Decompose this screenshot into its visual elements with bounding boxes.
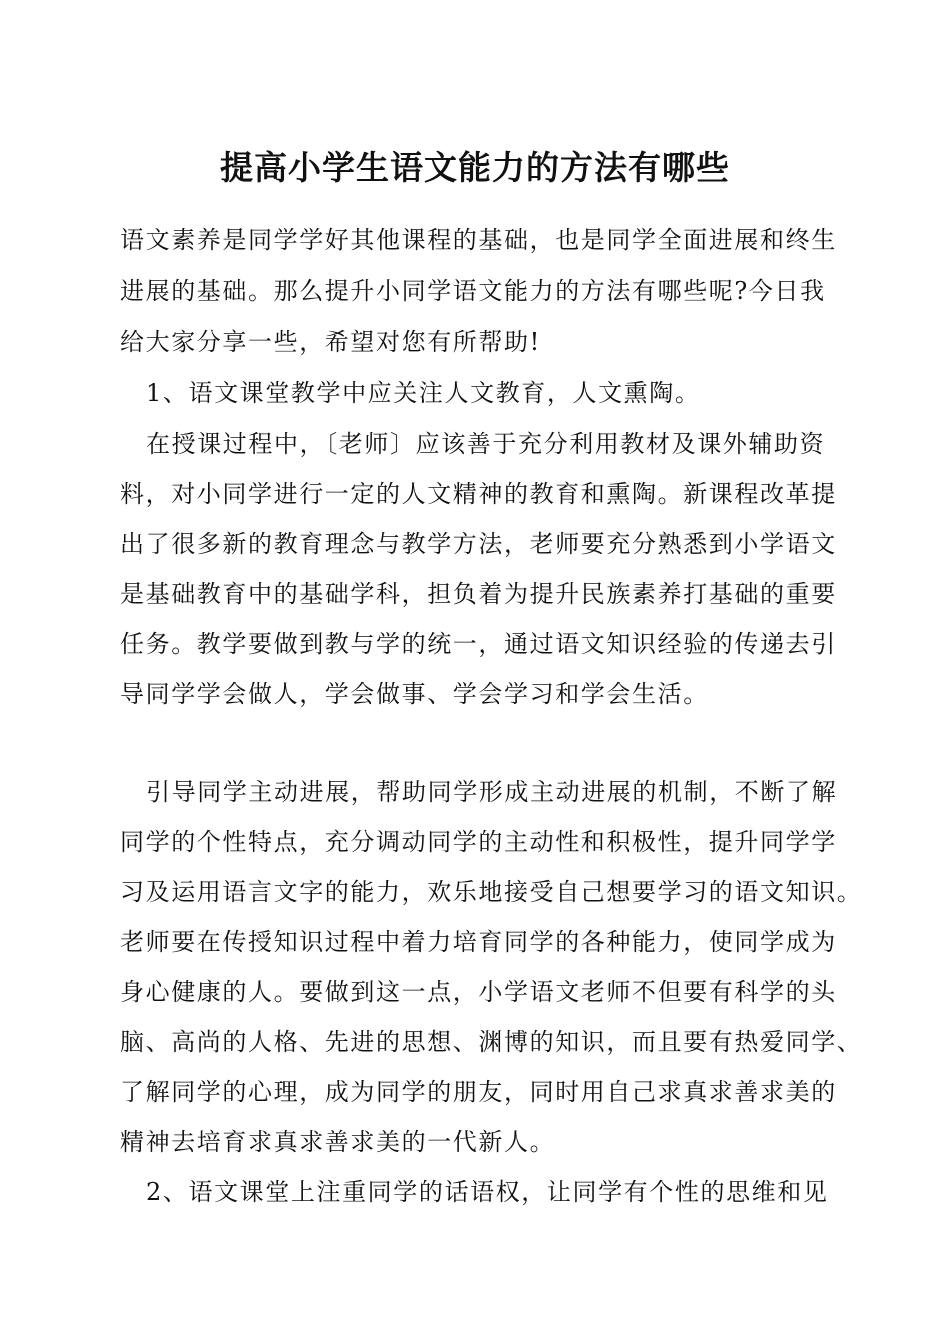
section-heading-2: 2、语文课堂上注重同学的话语权，让同学有个性的思维和见 bbox=[146, 1178, 829, 1206]
paragraph-line: 料，对小同学进行一定的人文精神的教育和熏陶。新课程改革提 bbox=[120, 480, 837, 508]
paragraph-line: 在授课过程中，〔老师〕应该善于充分利用教材及课外辅助资 bbox=[146, 430, 826, 458]
paragraph-line: 身心健康的人。要做到这一点，小学语文老师不但要有科学的头 bbox=[120, 978, 837, 1006]
intro-line-3: 给大家分享一些，希望对您有所帮助! bbox=[120, 328, 541, 356]
paragraph-line: 老师要在传授知识过程中着力培育同学的各种能力，使同学成为 bbox=[120, 928, 837, 956]
paragraph-line: 导同学学会做人，学会做事、学会学习和学会生活。 bbox=[120, 680, 709, 708]
paragraph-line: 引导同学主动进展，帮助同学形成主动进展的机制，不断了解 bbox=[146, 778, 838, 806]
paragraph-line: 同学的个性特点，充分调动同学的主动性和积极性，提升同学学 bbox=[120, 828, 837, 856]
paragraph-line: 习及运用语言文字的能力，欢乐地接受自己想要学习的语文知识。 bbox=[120, 878, 863, 906]
paragraph-line: 了解同学的心理，成为同学的朋友，同时用自己求真求善求美的 bbox=[120, 1078, 837, 1106]
section-heading-1: 1、语文课堂教学中应关注人文教育，人文熏陶。 bbox=[146, 379, 701, 407]
paragraph-line: 出了很多新的教育理念与教学方法，老师要充分熟悉到小学语文 bbox=[120, 530, 837, 558]
page-title: 提高小学生语文能力的方法有哪些 bbox=[220, 148, 730, 187]
intro-line-2: 进展的基础。那么提升小同学语文能力的方法有哪些呢?今日我 bbox=[120, 277, 826, 305]
paragraph-line: 任务。教学要做到教与学的统一，通过语文知识经验的传递去引 bbox=[120, 630, 837, 658]
paragraph-line: 是基础教育中的基础学科，担负着为提升民族素养打基础的重要 bbox=[120, 580, 837, 608]
paragraph-line: 脑、高尚的人格、先进的思想、渊博的知识，而且要有热爱同学、 bbox=[120, 1028, 863, 1056]
intro-line-1: 语文素养是同学学好其他课程的基础，也是同学全面进展和终生 bbox=[120, 226, 837, 254]
paragraph-line: 精神去培育求真求善求美的一代新人。 bbox=[120, 1128, 556, 1156]
